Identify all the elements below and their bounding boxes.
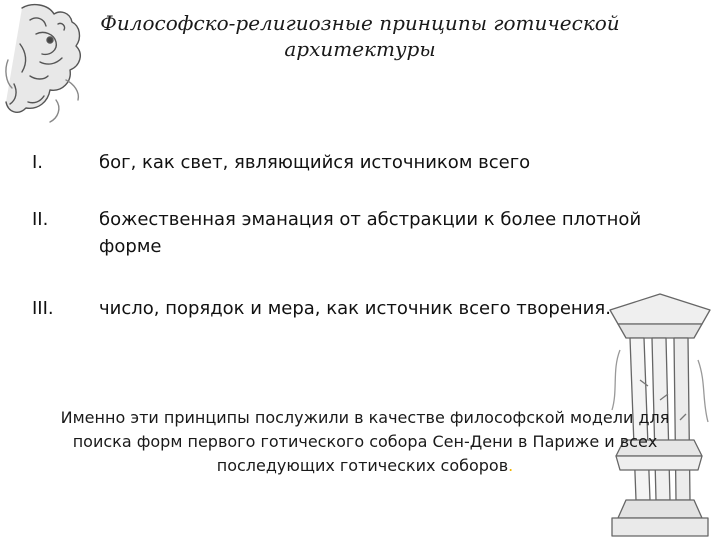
principle-text: бог, как свет, являющийся источником всего [99, 152, 531, 173]
conclusion-text: Именно эти принципы послужили в качестве философской модели для поиска форм первого готического собора Сен-Дени в Париже и всех последующих готических соборов [60, 408, 670, 475]
conclusion-paragraph [50, 406, 680, 478]
principle-number: II. [32, 209, 49, 230]
principle-number: I. [32, 152, 44, 173]
page-title [60, 10, 660, 62]
title-line-2: архитектуры [284, 37, 436, 61]
conclusion-end-mark: . [508, 456, 514, 475]
principle-text: число, порядок и мера, как источник всего творения. [99, 298, 611, 319]
title-line-1: Философско-религиозные принципы готической [100, 11, 620, 35]
principle-number: III. [32, 298, 54, 319]
principle-text: божественная эманация от абстракции к более плотной форме [99, 209, 642, 257]
